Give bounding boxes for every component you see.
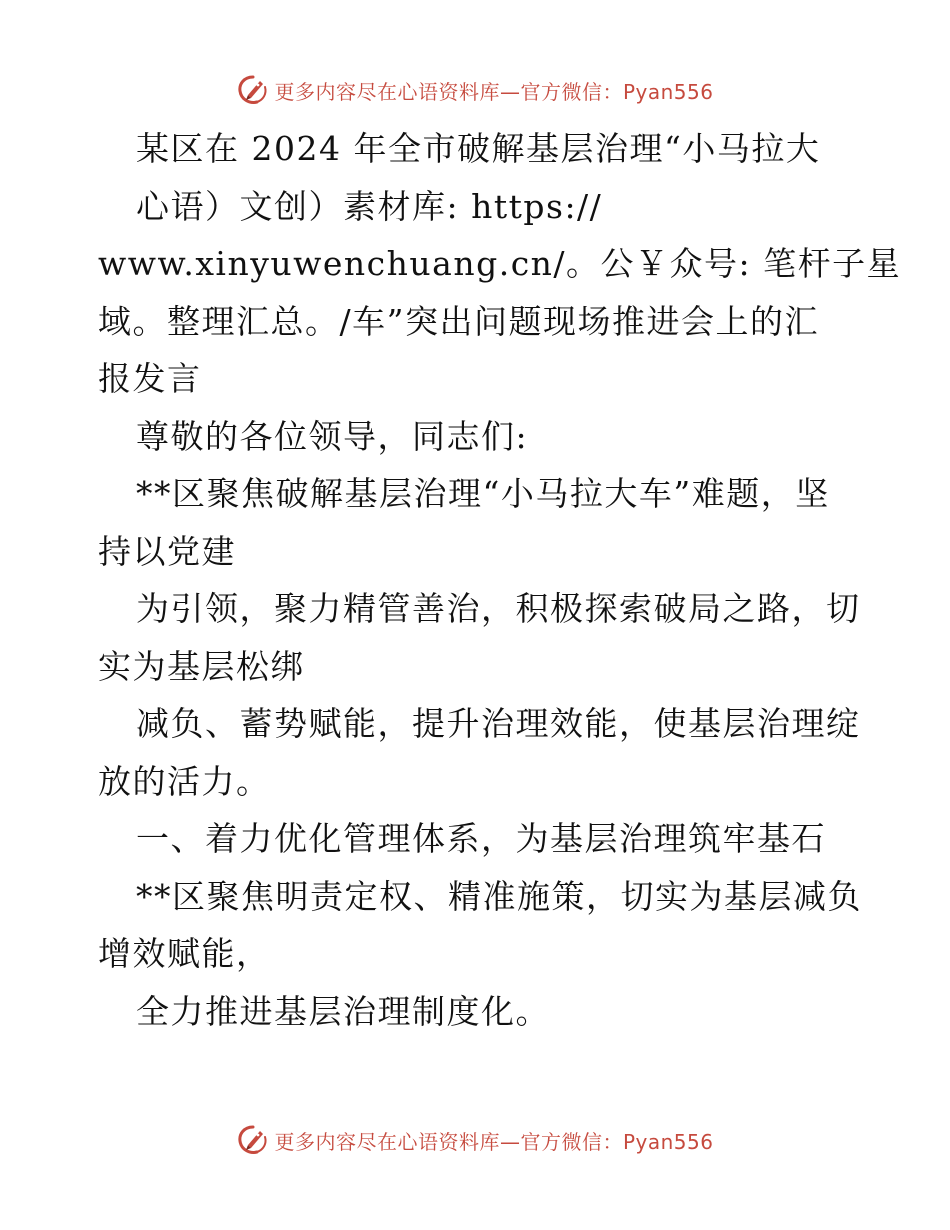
pen-nib-swirl-icon: [236, 1123, 270, 1157]
body-line-watermark-1: 心语）文创）素材库: https://: [136, 186, 603, 226]
footer-banner: [0, 1120, 950, 1160]
body-line-para3-1: 减负、蓄势赋能，提升治理效能，使基层治理绽: [136, 704, 861, 743]
body-line-para5-1: 全力推进基层治理制度化。: [136, 991, 550, 1031]
body-line-para2-2: 实为基层松绑: [98, 646, 305, 686]
body-line-watermark-2: www.xinyuwenchuang.cn/。公￥众号: 笔杆子星: [98, 244, 902, 283]
body-line-title-1: 某区在 2024 年全市破解基层治理“小马拉大: [136, 129, 821, 168]
body-line-para2-1: 为引领，聚力精管善治，积极探索破局之路，切: [136, 589, 861, 628]
body-line-para1-1: **区聚焦破解基层治理“小马拉大车”难题，坚: [136, 474, 830, 513]
body-line-salutation: 尊敬的各位领导，同志们:: [136, 416, 529, 456]
pen-nib-swirl-icon: [236, 73, 270, 107]
body-line-para3-2: 放的活力。: [98, 761, 271, 801]
header-banner-text: 更多内容尽在心语资料库—官方微信：Pyan556: [274, 79, 714, 104]
body-line-title-3: 报发言: [98, 359, 202, 398]
body-line-title-2: 域。整理汇总。/车”突出问题现场推进会上的汇: [98, 301, 819, 341]
document-body: [98, 120, 902, 1040]
header-banner: [0, 70, 950, 110]
footer-banner-text: 更多内容尽在心语资料库—官方微信：Pyan556: [274, 1129, 714, 1154]
body-line-para4-1: **区聚焦明责定权、精准施策，切实为基层减负: [136, 876, 862, 916]
body-line-para1-2: 持以党建: [98, 531, 236, 571]
body-line-para4-2: 增效赋能，: [98, 934, 271, 973]
body-line-section-heading: 一、着力优化管理体系，为基层治理筑牢基石: [136, 819, 826, 858]
